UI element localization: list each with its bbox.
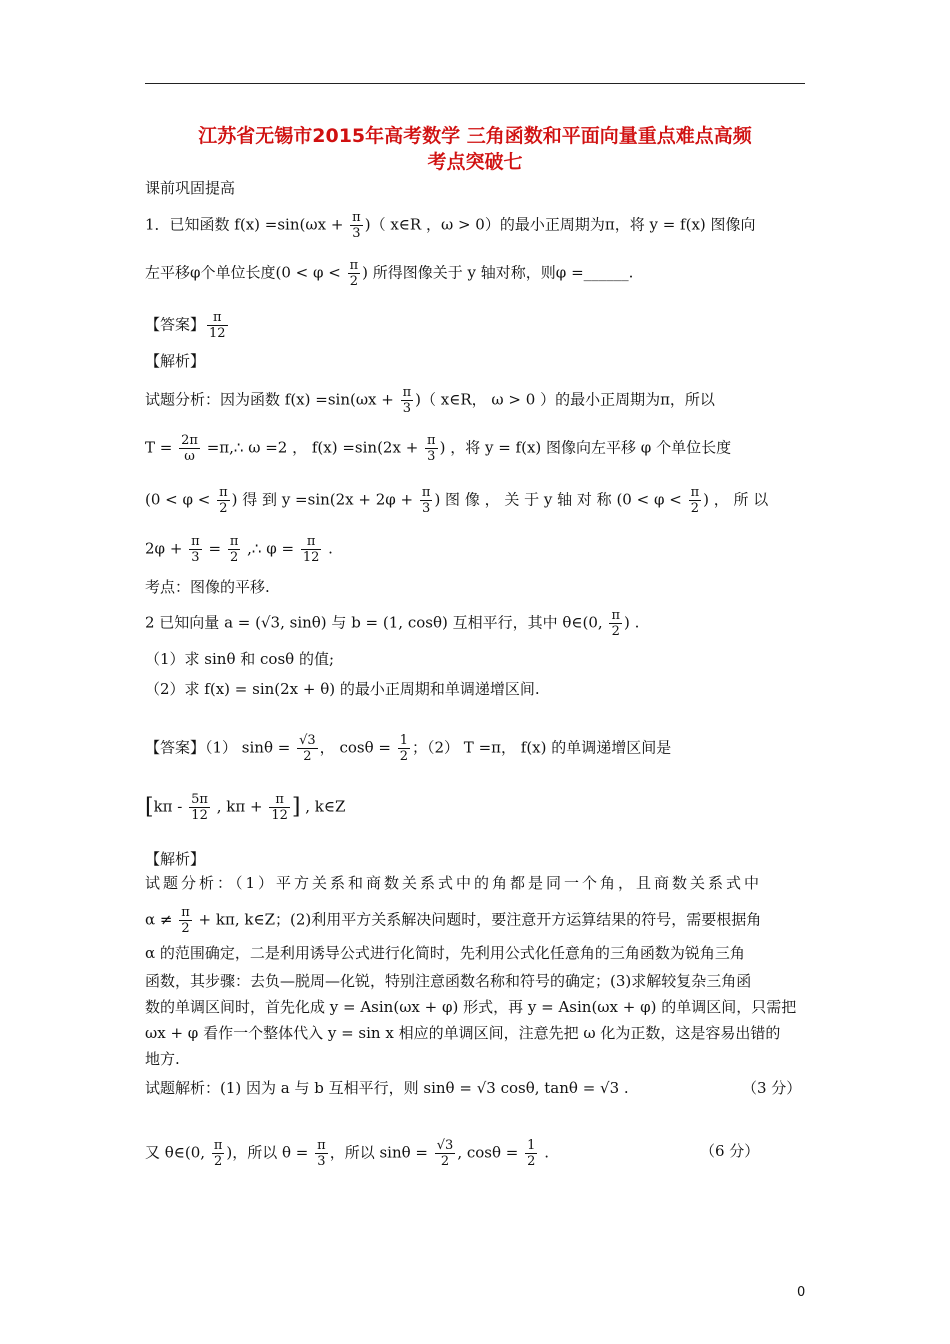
q2-analysis-5: 数的单调区间时，首先化成 y = Asin(ωx + φ) 形式，再 y = Asin(ωx + φ) 的单调区间，只需把 bbox=[145, 998, 797, 1016]
title-line-2: 考点突破七 bbox=[427, 151, 523, 173]
fraction: $\frac{\pi}{2}$ bbox=[219, 485, 228, 516]
q2-solution-2-points: （6 分） bbox=[700, 1142, 760, 1160]
q1-answer: 【答案】 $\frac{\pi}{12}$ bbox=[145, 310, 226, 341]
fraction: $\frac{√3}{2}$ bbox=[436, 1138, 454, 1169]
q2-analysis-3: α 的范围确定，二是利用诱导公式进行化简时，先利用公式化任意角的三角函数为锐角三角 bbox=[145, 944, 745, 962]
q1-analysis-label: 【解析】 bbox=[145, 352, 206, 370]
fraction: $\frac{1}{2}$ bbox=[527, 1138, 536, 1169]
q1-kaodian: 考点：图像的平移. bbox=[145, 578, 270, 596]
title-line-1: 江苏省无锡市2015年高考数学 三角函数和平面向量重点难点高频 bbox=[198, 125, 752, 147]
fraction: $\frac{\pi}{2}$ bbox=[229, 534, 239, 565]
fraction: $\frac{1}{2}$ bbox=[399, 733, 408, 764]
q2-analysis-2: α ≠ $\frac{\pi}{2}$ + kπ, k∈Z；(2)利用平方关系解决问题时，要注意开方运算结果的符号，需要根据角 bbox=[145, 905, 762, 936]
fraction: $\frac{2\pi}{\omega}$ bbox=[181, 433, 198, 464]
fraction: $\frac{\pi}{12}$ bbox=[209, 310, 226, 341]
fraction: $\frac{\pi}{2}$ bbox=[690, 485, 700, 516]
fraction: $\frac{\pi}{3}$ bbox=[317, 1138, 326, 1169]
fraction: $\frac{\pi}{2}$ bbox=[213, 1138, 223, 1169]
q1-analysis-4: 2φ + $\frac{\pi}{3}$ = $\frac{\pi}{2}$ ,∴ φ = $\frac{\pi}{12}$ . bbox=[145, 534, 333, 565]
q1-analysis-1: 试题分析：因为函数 f(x) =sin(ωx + $\frac{\pi}{3}$ )（ x∈R， ω > 0 ）的最小正周期为π，所以 bbox=[145, 385, 715, 416]
q1-analysis-3: (0 < φ < $\frac{\pi}{2}$ ) 得 到 y =sin(2x + 2φ + $\frac{\pi}{3}$ ) 图 像 ， 关 于 y 轴 对 称 (0 < φ < $\frac{\pi}{2}$ ) ， 所 以 bbox=[145, 485, 769, 516]
q2-analysis-label: 【解析】 bbox=[145, 850, 206, 868]
fraction: $\frac{\pi}{12}$ bbox=[302, 534, 320, 565]
fraction: $\frac{\pi}{3}$ bbox=[421, 485, 431, 516]
fraction: $\frac{\pi}{2}$ bbox=[181, 905, 190, 936]
q1-analysis-2: T = $\frac{2\pi}{\omega}$ =π,∴ ω =2 ， f(x) =sin(2x + $\frac{\pi}{3}$ ) ，将 y = f(x) 图像向左平移 φ 个单位长度 bbox=[145, 433, 732, 464]
fraction: $\frac{\pi}{2}$ bbox=[349, 258, 359, 289]
q2-solution-2: 又 θ∈(0, $\frac{\pi}{2}$ )，所以 θ = $\frac{\pi}{3}$ ，所以 sinθ = $\frac{√3}{2}$ , cosθ = $\frac{1}{2}$ . bbox=[145, 1138, 549, 1169]
q1-line-2: 左平移φ个单位长度(0 < φ < $\frac{\pi}{2}$ ) 所得图像关于 y 轴对称，则φ =______. bbox=[145, 258, 634, 289]
fraction: $\frac{√3}{2}$ bbox=[299, 733, 316, 764]
q1-line-1: 1．已知函数 f(x) =sin(ωx + $\frac{\pi}{3}$ )（ x∈R ，ω > 0）的最小正周期为π，将 y = f(x) 图像向 bbox=[145, 210, 756, 241]
q2-part-1: （1）求 sinθ 和 cosθ 的值; bbox=[145, 650, 335, 668]
q2-solution-1-points: （3 分） bbox=[742, 1079, 802, 1097]
q2-solution-1: 试题解析：(1) 因为 a 与 b 互相平行，则 sinθ = √3 cosθ, tanθ = √3 . bbox=[145, 1079, 629, 1097]
q2-analysis-1: 试题分析：（1）平方关系和商数关系式中的角都是同一个角，且商数关系式中 bbox=[145, 874, 763, 892]
fraction: $\frac{\pi}{3}$ bbox=[352, 210, 361, 241]
q2-part-2: （2）求 f(x) = sin(2x + θ) 的最小正周期和单调递增区间. bbox=[145, 680, 540, 698]
q2-line-1: 2 已知向量 a = (√3, sinθ) 与 b = (1, cosθ) 互相平行，其中 θ∈(0, $\frac{\pi}{2}$ ) . bbox=[145, 608, 640, 639]
q2-answer-interval: [kπ - $\frac{5\pi}{12}$ , kπ + $\frac{\pi}{12}$ ] , k∈Z bbox=[145, 792, 346, 823]
fraction: $\frac{\pi}{3}$ bbox=[427, 433, 436, 464]
q2-answer: 【答案】（1） sinθ = $\frac{√3}{2}$ ， cosθ = $\frac{1}{2}$ ；（2） T =π， f(x) 的单调递增区间是 bbox=[145, 733, 672, 764]
q2-analysis-7: 地方. bbox=[145, 1050, 180, 1068]
page-number: 0 bbox=[797, 1285, 806, 1300]
fraction: $\frac{\pi}{12}$ bbox=[271, 792, 288, 823]
section-label: 课前巩固提高 bbox=[145, 179, 236, 197]
q2-analysis-4: 函数，其步骤：去负—脱周—化锐，特别注意函数名称和符号的确定；(3)求解较复杂三角函 bbox=[145, 972, 752, 990]
header-rule bbox=[145, 83, 805, 84]
fraction: $\frac{\pi}{2}$ bbox=[611, 608, 620, 639]
fraction: $\frac{\pi}{3}$ bbox=[191, 534, 200, 565]
fraction: $\frac{\pi}{3}$ bbox=[402, 385, 412, 416]
q2-analysis-6: ωx + φ 看作一个整体代入 y = sin x 相应的单调区间，注意先把 ω 化为正数，这是容易出错的 bbox=[145, 1024, 781, 1042]
fraction: $\frac{5\pi}{12}$ bbox=[191, 792, 208, 823]
